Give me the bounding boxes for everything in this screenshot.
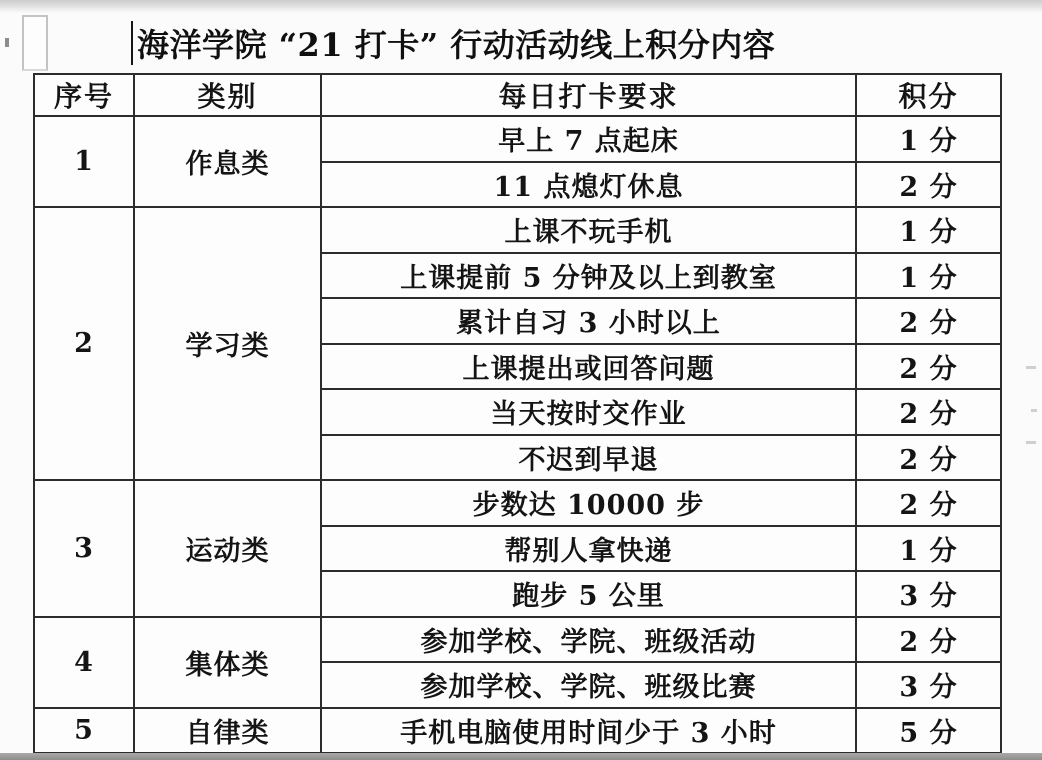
edge-artifact xyxy=(1026,441,1036,444)
points-cell[interactable]: 2 分 xyxy=(856,162,1001,208)
points-table xyxy=(33,73,1002,754)
category-cell[interactable]: 集体类 xyxy=(134,617,321,708)
points-cell[interactable]: 2 分 xyxy=(856,435,1001,481)
requirement-cell[interactable]: 早上 7 点起床 xyxy=(321,116,856,162)
points-cell[interactable]: 2 分 xyxy=(856,298,1001,344)
table-row xyxy=(34,708,1001,754)
text-cursor xyxy=(131,21,133,65)
requirement-cell[interactable]: 参加学校、学院、班级比赛 xyxy=(321,662,856,708)
category-cell[interactable]: 自律类 xyxy=(134,708,321,754)
requirement-cell[interactable]: 上课提出或回答问题 xyxy=(321,344,856,390)
page-title[interactable]: 海洋学院 “21 打卡” 行动活动线上积分内容 xyxy=(137,26,776,64)
category-cell[interactable]: 作息类 xyxy=(134,116,321,207)
requirement-cell[interactable]: 11 点熄灯休息 xyxy=(321,162,856,208)
serial-cell[interactable]: 3 xyxy=(34,480,134,617)
header-requirement[interactable]: 每日打卡要求 xyxy=(321,74,856,116)
bottom-edge-strip xyxy=(0,753,1042,760)
title-row xyxy=(131,19,775,67)
points-cell[interactable]: 2 分 xyxy=(856,617,1001,663)
points-cell[interactable]: 3 分 xyxy=(856,571,1001,617)
requirement-cell[interactable]: 上课不玩手机 xyxy=(321,207,856,253)
table-row xyxy=(34,207,1001,253)
category-cell[interactable]: 学习类 xyxy=(134,207,321,480)
requirement-cell[interactable]: 累计自习 3 小时以上 xyxy=(321,298,856,344)
points-cell[interactable]: 1 分 xyxy=(856,253,1001,299)
points-cell[interactable]: 3 分 xyxy=(856,662,1001,708)
top-edge-strip xyxy=(0,0,1042,13)
points-table-body xyxy=(34,116,1001,753)
page-corner-artifact xyxy=(22,15,48,71)
points-cell[interactable]: 5 分 xyxy=(856,708,1001,754)
requirement-cell[interactable]: 步数达 10000 步 xyxy=(321,480,856,526)
header-serial[interactable]: 序号 xyxy=(34,74,134,116)
requirement-cell[interactable]: 跑步 5 公里 xyxy=(321,571,856,617)
requirement-cell[interactable]: 手机电脑使用时间少于 3 小时 xyxy=(321,708,856,754)
points-cell[interactable]: 1 分 xyxy=(856,526,1001,572)
table-row xyxy=(34,116,1001,162)
requirement-cell[interactable]: 不迟到早退 xyxy=(321,435,856,481)
serial-cell[interactable]: 5 xyxy=(34,708,134,754)
category-cell[interactable]: 运动类 xyxy=(134,480,321,617)
requirement-cell[interactable]: 上课提前 5 分钟及以上到教室 xyxy=(321,253,856,299)
serial-cell[interactable]: 1 xyxy=(34,116,134,207)
points-cell[interactable]: 2 分 xyxy=(856,344,1001,390)
edge-artifact xyxy=(1026,366,1036,369)
serial-cell[interactable]: 2 xyxy=(34,207,134,480)
requirement-cell[interactable]: 当天按时交作业 xyxy=(321,389,856,435)
requirement-cell[interactable]: 参加学校、学院、班级活动 xyxy=(321,617,856,663)
edge-artifact xyxy=(1031,409,1037,412)
points-cell[interactable]: 2 分 xyxy=(856,389,1001,435)
points-cell[interactable]: 1 分 xyxy=(856,116,1001,162)
table-header-row xyxy=(34,74,1001,116)
serial-cell[interactable]: 4 xyxy=(34,617,134,708)
header-points[interactable]: 积分 xyxy=(856,74,1001,116)
header-category[interactable]: 类别 xyxy=(134,74,321,116)
requirement-cell[interactable]: 帮别人拿快递 xyxy=(321,526,856,572)
table-row xyxy=(34,617,1001,663)
table-row xyxy=(34,480,1001,526)
points-cell[interactable]: 1 分 xyxy=(856,207,1001,253)
points-cell[interactable]: 2 分 xyxy=(856,480,1001,526)
edge-tick-artifact xyxy=(5,38,9,47)
